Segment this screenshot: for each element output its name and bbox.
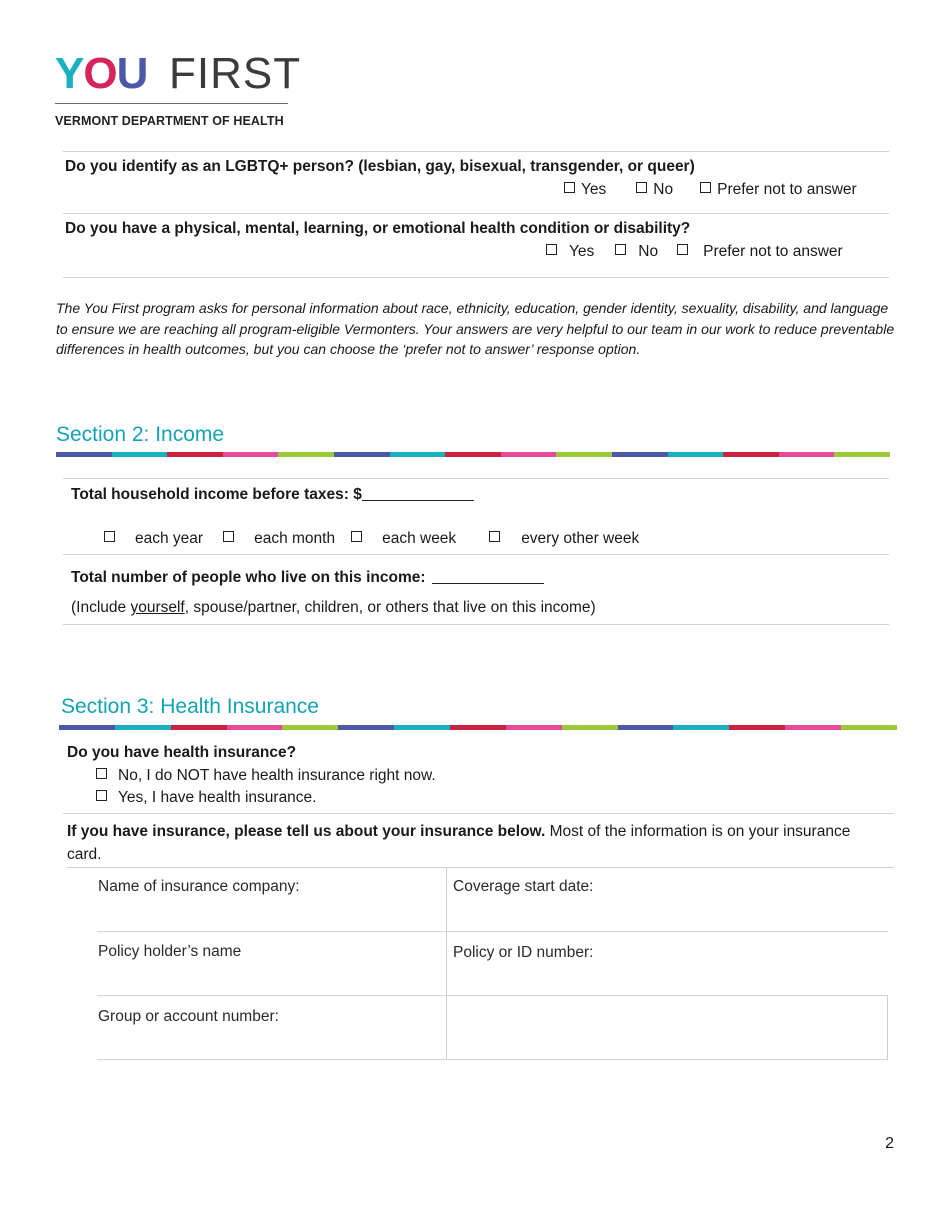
frequency-every-other-week[interactable]: every other week	[489, 530, 639, 548]
checkbox[interactable]	[223, 531, 234, 542]
table-bottom-border	[97, 1059, 888, 1060]
you-first-logo	[55, 49, 302, 132]
income-label: Total household income before taxes: $	[71, 486, 362, 503]
lgbtq-option-no[interactable]: No	[636, 181, 673, 199]
stripe-segment	[171, 725, 227, 730]
income-frequency-options	[104, 530, 639, 548]
checkbox[interactable]	[564, 182, 575, 193]
logo-divider	[55, 103, 288, 104]
demographics-explanation: The You First program asks for personal information about race, ethnicity, education, gender identity, sexuality, disability, and language to ensure we are reaching all program-eligible Vermonters. Your answers are very helpful to our team in our work to reduce preventable differences in health outcomes, but you can choose the ‘prefer not to answer’ response option.	[56, 300, 895, 357]
policy-holder-name-field[interactable]: Policy holder’s name	[98, 943, 242, 960]
insurance-question: Do you have health insurance?	[67, 744, 297, 761]
stripe-segment	[59, 725, 115, 730]
stripe-segment	[450, 725, 506, 730]
household-size-field	[71, 569, 544, 587]
stripe-segment	[223, 452, 279, 457]
insurance-option-no[interactable]: No, I do NOT have health insurance right now.	[96, 767, 436, 785]
stripe-segment	[723, 452, 779, 457]
checkbox[interactable]	[489, 531, 500, 542]
insurance-option-yes[interactable]: Yes, I have health insurance.	[96, 789, 316, 807]
divider	[63, 151, 889, 152]
frequency-each-month[interactable]: each month	[223, 530, 335, 548]
divider	[63, 213, 889, 214]
stripe-segment	[729, 725, 785, 730]
page-number: 2	[885, 1135, 894, 1152]
household-size-note: (Include yourself, spouse/partner, children, or others that live on this income)	[71, 599, 596, 616]
checkbox[interactable]	[677, 244, 688, 255]
checkbox[interactable]	[700, 182, 711, 193]
stripe-segment	[394, 725, 450, 730]
divider	[63, 554, 889, 555]
stripe-segment	[779, 452, 835, 457]
table-right-border	[887, 995, 888, 1060]
stripe-segment	[338, 725, 394, 730]
disability-option-yes[interactable]: Yes	[546, 243, 594, 261]
checkbox[interactable]	[104, 531, 115, 542]
checkbox[interactable]	[636, 182, 647, 193]
stripe-segment	[673, 725, 729, 730]
disability-option-prefer-not[interactable]: Prefer not to answer	[677, 243, 843, 261]
stripe-segment	[562, 725, 618, 730]
insurance-instructions: If you have insurance, please tell us about your insurance below. Most of the information is on your insurance card.	[67, 823, 851, 863]
stripe-segment	[445, 452, 501, 457]
stripe-segment	[56, 452, 112, 457]
divider	[63, 277, 889, 278]
section-3-title: Section 3: Health Insurance	[61, 695, 319, 718]
checkbox[interactable]	[351, 531, 362, 542]
stripe-segment	[278, 452, 334, 457]
divider	[63, 624, 889, 625]
coverage-start-date-field[interactable]: Coverage start date:	[453, 878, 594, 895]
policy-id-number-field[interactable]: Policy or ID number:	[453, 944, 594, 961]
stripe-segment	[112, 452, 168, 457]
disability-options	[546, 243, 843, 261]
lgbtq-option-prefer-not[interactable]: Prefer not to answer	[700, 181, 857, 199]
section-2-color-stripe	[56, 452, 890, 457]
income-field	[71, 486, 474, 504]
stripe-segment	[668, 452, 724, 457]
stripe-segment	[167, 452, 223, 457]
section-3-color-stripe	[59, 725, 897, 730]
stripe-segment	[390, 452, 446, 457]
table-top-border	[67, 867, 894, 868]
logo-you-text: YOU	[55, 49, 148, 98]
disability-option-no[interactable]: No	[615, 243, 658, 261]
disability-question: Do you have a physical, mental, learning, or emotional health condition or disability?	[65, 220, 691, 237]
divider	[63, 813, 894, 814]
checkbox[interactable]	[615, 244, 626, 255]
stripe-segment	[506, 725, 562, 730]
frequency-each-year[interactable]: each year	[104, 530, 203, 548]
lgbtq-options	[564, 181, 857, 199]
stripe-segment	[834, 452, 890, 457]
stripe-segment	[841, 725, 897, 730]
section-2-title: Section 2: Income	[56, 423, 225, 446]
stripe-segment	[556, 452, 612, 457]
insurance-company-field[interactable]: Name of insurance company:	[98, 878, 300, 895]
stripe-segment	[785, 725, 841, 730]
household-size-input[interactable]	[432, 569, 544, 584]
group-account-number-field[interactable]: Group or account number:	[98, 1008, 279, 1025]
income-input[interactable]	[362, 486, 474, 501]
checkbox[interactable]	[96, 790, 107, 801]
department-name: VERMONT DEPARTMENT OF HEALTH	[55, 114, 284, 128]
logo-first-text: FIRST	[169, 49, 302, 98]
stripe-segment	[115, 725, 171, 730]
frequency-each-week[interactable]: each week	[351, 530, 456, 548]
stripe-segment	[227, 725, 283, 730]
checkbox[interactable]	[546, 244, 557, 255]
divider	[63, 478, 889, 479]
lgbtq-option-yes[interactable]: Yes	[564, 181, 606, 199]
table-column-divider	[446, 867, 447, 1060]
table-row-divider	[97, 995, 888, 996]
lgbtq-question: Do you identify as an LGBTQ+ person? (lesbian, gay, bisexual, transgender, or queer)	[65, 158, 695, 175]
stripe-segment	[334, 452, 390, 457]
stripe-segment	[612, 452, 668, 457]
checkbox[interactable]	[96, 768, 107, 779]
stripe-segment	[501, 452, 557, 457]
stripe-segment	[618, 725, 674, 730]
household-size-label: Total number of people who live on this income:	[71, 569, 426, 586]
table-row-divider	[97, 931, 888, 932]
stripe-segment	[282, 725, 338, 730]
